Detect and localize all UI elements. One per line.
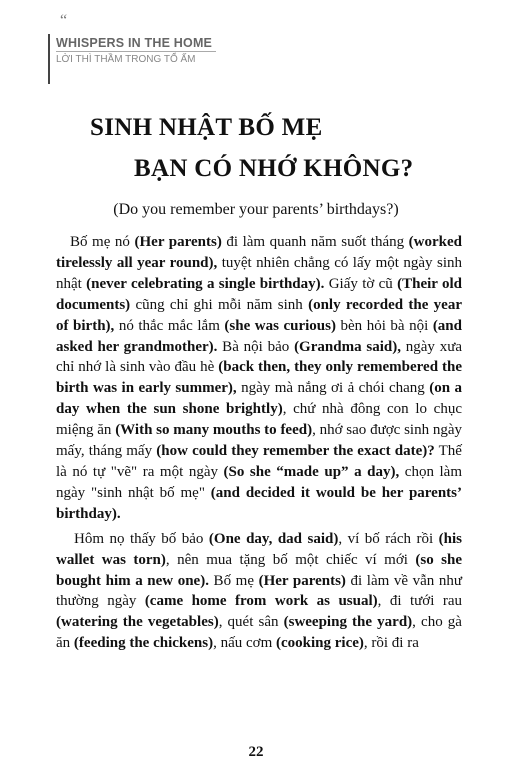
english-translation: (Their old documents) xyxy=(56,275,462,313)
vietnamese-text: chọn làm ngày "sinh nhật bố mẹ" xyxy=(56,463,462,501)
english-translation: (and asked her grandmother). xyxy=(56,317,462,355)
vietnamese-text: Bố mẹ nó xyxy=(70,234,135,250)
article-subtitle: (Do you remember your parents’ birthdays?) xyxy=(113,201,399,218)
english-translation: (on a day when the sun shone brightly) xyxy=(56,380,462,418)
english-translation: (Her parents) xyxy=(134,234,222,250)
english-translation: (watering the vegetables) xyxy=(56,614,219,631)
vietnamese-text: , quét sân xyxy=(218,614,284,631)
english-translation: (so she bought him a new one). xyxy=(56,551,463,589)
paragraph-2 xyxy=(56,529,462,654)
vietnamese-text: Bà nội bảo xyxy=(217,338,295,355)
header-accent-bar xyxy=(48,34,50,84)
vietnamese-text: nó thắc mắc lắm xyxy=(114,317,225,334)
english-translation: (Her parents) xyxy=(258,572,346,589)
english-translation: (worked tirelessly all year round), xyxy=(56,234,462,271)
vietnamese-text: , cho gà ăn xyxy=(56,614,462,652)
vietnamese-text: cũng chỉ ghi mỗi năm sinh xyxy=(130,296,309,313)
english-translation: (cooking rice) xyxy=(276,635,364,652)
english-translation: (only recorded the year of birth), xyxy=(56,296,462,334)
vietnamese-text: bèn hỏi bà nội xyxy=(335,317,433,334)
quote-mark-icon: “ xyxy=(60,12,68,29)
english-translation: (his wallet was torn) xyxy=(56,530,463,568)
vietnamese-text: , nên mua tặng bố một chiếc ví mới xyxy=(165,551,416,568)
header-title: WHISPERS IN THE HOME xyxy=(56,36,213,50)
vietnamese-text: ngày mà nắng ơi ả chói chang xyxy=(236,380,430,397)
english-translation: (Grandma said), xyxy=(294,338,401,355)
article-body xyxy=(56,232,462,654)
vietnamese-text: tuyệt nhiên chẳng có lấy một ngày sinh nhật xyxy=(56,254,462,292)
vietnamese-text: ngày xưa chỉ nhớ là sinh vào đầu hè xyxy=(56,338,462,376)
vietnamese-text: Giấy tờ cũ xyxy=(324,275,398,292)
vietnamese-text: , đi tưới rau xyxy=(377,593,463,610)
vietnamese-text: đi làm về vẫn như thường ngày xyxy=(56,572,462,610)
english-translation: (sweeping the yard) xyxy=(283,614,413,631)
vietnamese-text: , ví bố rách rồi xyxy=(338,530,439,547)
vietnamese-text: , nấu cơm xyxy=(213,635,276,652)
english-translation: (One day, dad said) xyxy=(208,530,339,547)
english-translation: (With so many mouths to feed) xyxy=(115,422,313,439)
english-translation: (came home from work as usual) xyxy=(144,593,378,610)
header-divider xyxy=(56,51,216,52)
article-title-line-1: SINH NHẬT BỐ MẸ xyxy=(90,114,323,141)
english-translation: (So she “made up” a day), xyxy=(223,463,400,480)
vietnamese-text: đi làm quanh năm suốt tháng xyxy=(221,234,409,250)
english-translation: (feeding the chickens) xyxy=(73,635,214,652)
vietnamese-text: Hôm nọ thấy bố bảo xyxy=(74,530,209,547)
english-translation: (back then, they only remembered the birth was in early summer), xyxy=(56,359,462,397)
article-title-line-2: BẠN CÓ NHỚ KHÔNG? xyxy=(134,155,414,182)
paragraph-1 xyxy=(56,232,462,525)
english-translation: (how could they remember the exact date)? xyxy=(156,443,435,460)
english-translation: (and decided it would be her parents’ birthday). xyxy=(56,484,463,522)
english-translation: (she was curious) xyxy=(224,317,336,334)
english-translation: (never celebrating a single birthday). xyxy=(86,275,325,292)
vietnamese-text: , chứ nhà đông con lo chục miệng ăn xyxy=(56,401,462,439)
vietnamese-text: Thế là nó tự "vẽ" ra một ngày xyxy=(56,443,462,480)
vietnamese-text: Bố mẹ xyxy=(208,572,259,589)
vietnamese-text: , nhớ sao được sinh ngày mấy, tháng mấy xyxy=(56,422,462,460)
vietnamese-text: , rồi đi ra xyxy=(363,635,419,652)
header-subtitle: LỜI THÌ THẦM TRONG TỔ ẤM xyxy=(56,54,196,65)
page-number: 22 xyxy=(248,744,264,760)
